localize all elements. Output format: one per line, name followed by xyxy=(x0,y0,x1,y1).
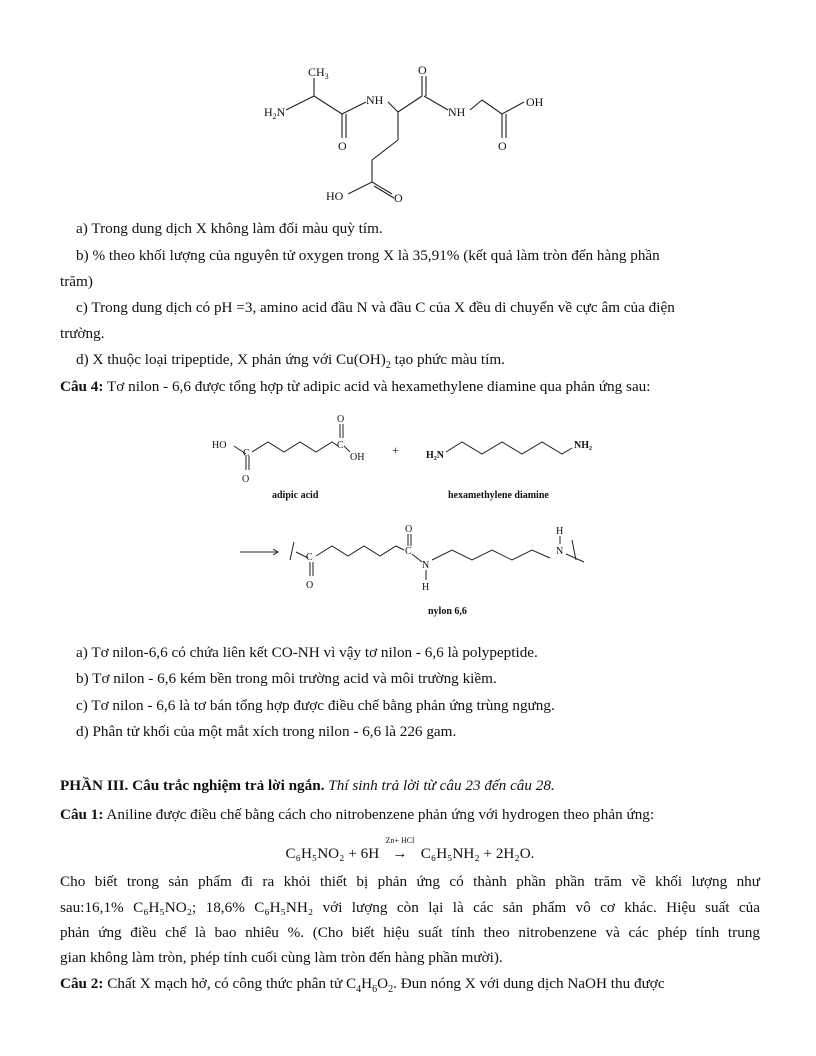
nh-label-1: NH xyxy=(366,93,384,107)
nitrogen-label-1: N xyxy=(422,560,430,571)
c1-label: Câu 1: xyxy=(60,806,104,823)
part-3-title: PHẦN III. Câu trắc nghiệm trả lời ngắn. xyxy=(60,777,325,794)
c1-equation xyxy=(60,836,760,864)
equation-arrow: Zn+ HCl → xyxy=(383,844,417,864)
oxygen-bottom-label: O xyxy=(394,191,403,205)
q4-option-d: d) Phân tử khối của một mắt xích trong nilon - 6,6 là 226 gam. xyxy=(76,723,457,740)
carbon-label-4: C xyxy=(405,546,412,557)
c2-question: Câu 2: Chất X mạch hở, có công thức phân tử $C_4H_6O_2$. Đun nóng X với dung dịch NaOH thu được xyxy=(60,975,665,996)
q3-option-c-line1: c) Trong dung dịch có pH =3, amino acid đầu N và đầu C của X đều di chuyển về cực âm của điện xyxy=(76,299,675,316)
q3-option-b-line1: b) % theo khối lượng của nguyên tử oxygen trong X là 35,91% (kết quả làm tròn đến hàng phần xyxy=(76,247,660,264)
nh-label-2: NH xyxy=(448,105,466,119)
carbon-label-2: C xyxy=(337,440,344,451)
q4-option-a: a) Tơ nilon-6,6 có chứa liên kết CO-NH vì vậy tơ nilon - 6,6 là polypeptide. xyxy=(76,644,538,661)
h2n-label: $H_2N$ xyxy=(264,105,286,121)
q3-option-b-line2: trăm) xyxy=(60,273,93,290)
q3-option-c-line2: trường. xyxy=(60,325,105,342)
equation-condition: Zn+ HCl xyxy=(385,836,415,845)
tripeptide-structure xyxy=(250,60,560,210)
question-4-label: Câu 4: xyxy=(60,378,104,395)
equation-left: C₆H₅NO₂ + 6H xyxy=(285,845,380,862)
oxygen-below-label: O xyxy=(242,474,250,485)
c1-paragraph-line1: Cho biết trong sản phẩm đi ra khỏi thiết bị phản ứng có thành phần phần trăm về khối lượng như xyxy=(60,873,760,890)
adipic-acid-label: adipic acid xyxy=(272,490,319,501)
c1-paragraph-line3: phản ứng điều chế là bao nhiêu %. (Cho biết hiệu suất tính theo nitrobenzene và các phép tính trung xyxy=(60,924,760,941)
oh-label-acid: OH xyxy=(350,452,365,463)
nitrogen-label-2: N xyxy=(556,546,564,557)
nylon-reaction-scheme xyxy=(200,412,620,622)
nh2-label-diamine: NH₂ xyxy=(574,440,592,451)
oxygen-label-2: O xyxy=(498,139,507,153)
oxygen-top-label: O xyxy=(418,63,427,77)
c1-question: Câu 1: Aniline được điều chế bằng cách cho nitrobenzene phản ứng với hydrogen theo phản ứng: xyxy=(60,806,655,823)
h2n-label-diamine: H₂N xyxy=(426,450,444,461)
part-3-heading xyxy=(60,776,760,796)
q4-option-c: c) Tơ nilon - 6,6 là tơ bán tổng hợp được điều chế bằng phản ứng trùng ngưng. xyxy=(76,697,555,714)
c1-paragraph-line2: sau:16,1% C₆H₅NO₂; 18,6% C₆H₅NH₂ với lượng còn lại là các sản phẩm vô cơ khác. Hiệu suất của xyxy=(60,899,760,916)
hydrogen-label-2: H xyxy=(556,526,564,537)
q4-option-b: b) Tơ nilon - 6,6 kém bền trong môi trường acid và môi trường kiềm. xyxy=(76,670,497,687)
c1-paragraph-line4: gian không làm tròn, phép tính cuối cùng làm tròn đến hàng phần mười). xyxy=(60,949,503,966)
oxygen-label-4: O xyxy=(405,524,413,535)
ch3-label: $CH_3$ xyxy=(308,65,329,81)
oxygen-above-label: O xyxy=(337,414,345,425)
ho-label-acid: HO xyxy=(212,440,227,451)
q3-option-d: d) X thuộc loại tripeptide, X phản ứng với $Cu(OH)_2$ tạo phức màu tím. xyxy=(76,351,505,372)
hydrogen-label-1: H xyxy=(422,582,430,593)
question-4: Câu 4: Tơ nilon - 6,6 được tổng hợp từ adipic acid và hexamethylene diamine qua phản ứng sau: xyxy=(60,378,651,395)
q3-option-a: a) Trong dung dịch X không làm đổi màu quỳ tím. xyxy=(76,220,383,237)
nylon-label: nylon 6,6 xyxy=(428,606,467,617)
part-3-subtitle: Thí sinh trả lời từ câu 23 đến câu 28. xyxy=(324,777,555,794)
oxygen-label-1: O xyxy=(338,139,347,153)
ho-label: HO xyxy=(326,189,344,203)
equation-right: C₆H₅NH₂ + 2H₂O. xyxy=(420,845,535,862)
carbon-label-3: C xyxy=(306,552,313,563)
oh-label: OH xyxy=(526,95,544,109)
plus-sign: + xyxy=(392,443,399,457)
hexamethylene-diamine-label: hexamethylene diamine xyxy=(448,490,549,501)
c2-label: Câu 2: xyxy=(60,975,104,992)
oxygen-label-3: O xyxy=(306,580,314,591)
carbon-label-1: C xyxy=(243,448,250,459)
